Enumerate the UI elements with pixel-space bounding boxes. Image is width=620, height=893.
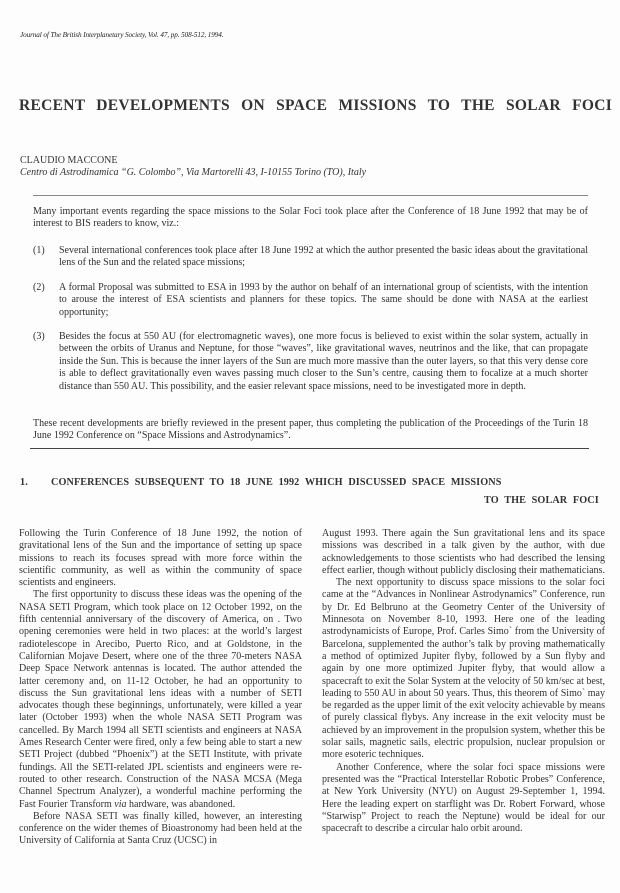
- abstract-bottom-rule: [30, 448, 589, 449]
- body-paragraph-text: The first opportunity to discuss these ideas was the opening of the NASA SETI Program, which took place on 12 October 1992, on the fifth centennial anniversary of the discovery of America, on . Two opening ceremonies were held in two places: at the world’s largest radiotelescope in Arecibo, Puerto Rico, and at Goldstone, in the Californian Mojave Desert, where one of the three 70-meters NASA Deep Space Network antennas is located. The author attended the latter ceremony and, on 11-12 October, he had an opportunity to discuss the Sun gravitational lens ideas with a number of SETI advocates though these beginnings, unfortunately, were killed a year later (October 1993) when the whole NASA SETI Program was cancelled. By March 1994 all SETI scientists and engineers at NASA Ames Research Center were fired, only a few being able to start a new SETI Project (dubbed “Phoenix”) at the SETI Institute, with private fundings. All the SETI-related JPL scientists and engineers were re-routed to other research. Construction of the NASA MCSA (Mega Channel Spectrum Analyzer), a wonderful machine performing the Fast Fourier Transform: [19, 589, 302, 810]
- body-paragraph-tail: hardware, was abandoned.: [126, 798, 236, 810]
- item-text: Several international conferences took place after 18 June 1992 at which the author presented the basic ideas about the gravitational lens of the Sun and the related space missions;: [59, 245, 588, 269]
- body-paragraph: Another Conference, where the solar foci space missions were presented was the “Practical Interstellar Robotic Probes” Conference, at New York University (NYU) on August 29-September 1, 1994. Here the leading expert on starflight was Dr. Robert Forward, whose “Starwisp” Project to reach the Neptune) would be ideal for our spacecraft to describe a circular halo orbit around.: [322, 761, 605, 835]
- abstract-closing-text: These recent developments are briefly reviewed in the present paper, thus completing the publication of the Proceedings of the Turin 18 June 1992 Conference on “Space Missions and Astrodynamics”.: [33, 418, 588, 442]
- body-paragraph: Before NASA SETI was finally killed, however, an interesting conference on the wider themes of Bioastronomy had been held at the University of California at Santa Cruz (UCSC) in: [19, 810, 302, 847]
- item-text: A formal Proposal was submitted to ESA in 1993 by the author on behalf of an international group of scientists, with the intention to arouse the interest of ESA scientists and planners for these topics. The same should be done with NASA at the earliest opportunity;: [59, 282, 588, 318]
- abstract-item: [33, 331, 588, 393]
- body-paragraph: [19, 589, 302, 810]
- abstract-item: [33, 245, 588, 270]
- item-number: (3): [33, 331, 45, 342]
- journal-citation: Journal of The British Interplanetary Society, Vol. 47, pp. 508-512, 1994.: [20, 31, 224, 39]
- abstract-top-rule: [33, 195, 588, 196]
- item-number: (2): [33, 282, 45, 293]
- abstract-closing: [33, 418, 588, 443]
- section-heading-line2: TO THE SOLAR FOCI: [484, 495, 599, 506]
- abstract-intro-text: Many important events regarding the space missions to the Solar Foci took place after the Conference of 18 June 1992 that may be of interest to BIS readers to know, viz.:: [33, 206, 588, 230]
- left-column: [19, 528, 302, 848]
- section-number: 1.: [20, 477, 28, 488]
- author-name: CLAUDIO MACCONE: [20, 155, 118, 166]
- right-column: [322, 528, 605, 835]
- item-number: (1): [33, 245, 45, 256]
- abstract-intro: [33, 206, 588, 231]
- author-affiliation: Centro di Astrodinamica “G. Colombo”, Via Martorelli 43, I-10155 Torino (TO), Italy: [20, 167, 367, 178]
- body-paragraph: The next opportunity to discuss space missions to the solar foci came at the “Advances in Nonlinear Astrodynamics” Conference, run by Dr. Ed Belbruno at the Geometry Center of the University of Minnesota on November 8-10, 1993. Here one of the leading astrodynamicists of Europe, Prof. Carles Simo` from the University of Barcelona, supplemented the author’s talk by proving mathematically a method of optimized Jupiter flyby, followed by a Sun flyby and again by one more optimized Jupiter flyby, that would allow a spacecraft to exit the Solar System at the velocity of 50 km/sec at best, leading to 550 AU in about 50 years. Thus, this theorem of Simo` may be regarded as the upper limit of the exit velocity achievable by means of purely classical flybys. Any increase in the exit velocity must be achieved by an improvement in the propulsion system, whether this be solar sails, magnetic sails, electric propulsion, nuclear propulsion or more esoteric techniques.: [322, 577, 605, 761]
- body-paragraph: Following the Turin Conference of 18 June 1992, the notion of gravitational lens of the Sun and the importance of setting up space missions to reach its focuses spread with more force within the scientific community, as well as within the community of space scientists and engineers.: [19, 528, 302, 589]
- abstract-item: [33, 282, 588, 319]
- paper-title: RECENT DEVELOPMENTS ON SPACE MISSIONS TO THE SOLAR FOCI: [19, 97, 613, 114]
- item-text: Besides the focus at 550 AU (for electromagnetic waves), one more focus is believed to exist within the solar system, actually in between the orbits of Uranus and Neptune, for those “waves”, like gravitational waves, neutrinos and the like, that can propagate inside the Sun. This is because the inner layers of the Sun are much more massive than the outer layers, so that this very dense core is able to deflect gravitationally even waves passing much closer to the Sun’s centre, causing them to focalize at a much shorter distance than 550 AU. This possibility, and the easier relevant space missions, need to be investigated more in depth.: [59, 331, 588, 392]
- section-heading-line1: CONFERENCES SUBSEQUENT TO 18 JUNE 1992 WHICH DISCUSSED SPACE MISSIONS: [51, 477, 502, 488]
- body-paragraph: August 1993. There again the Sun gravitational lens and its space missions was described in a talk given by the author, with due acknowledgements to those scientists who had described the lensing effect earlier, though without publicly disclosing their mathematicians.: [322, 528, 605, 576]
- italic-word: via: [114, 798, 127, 810]
